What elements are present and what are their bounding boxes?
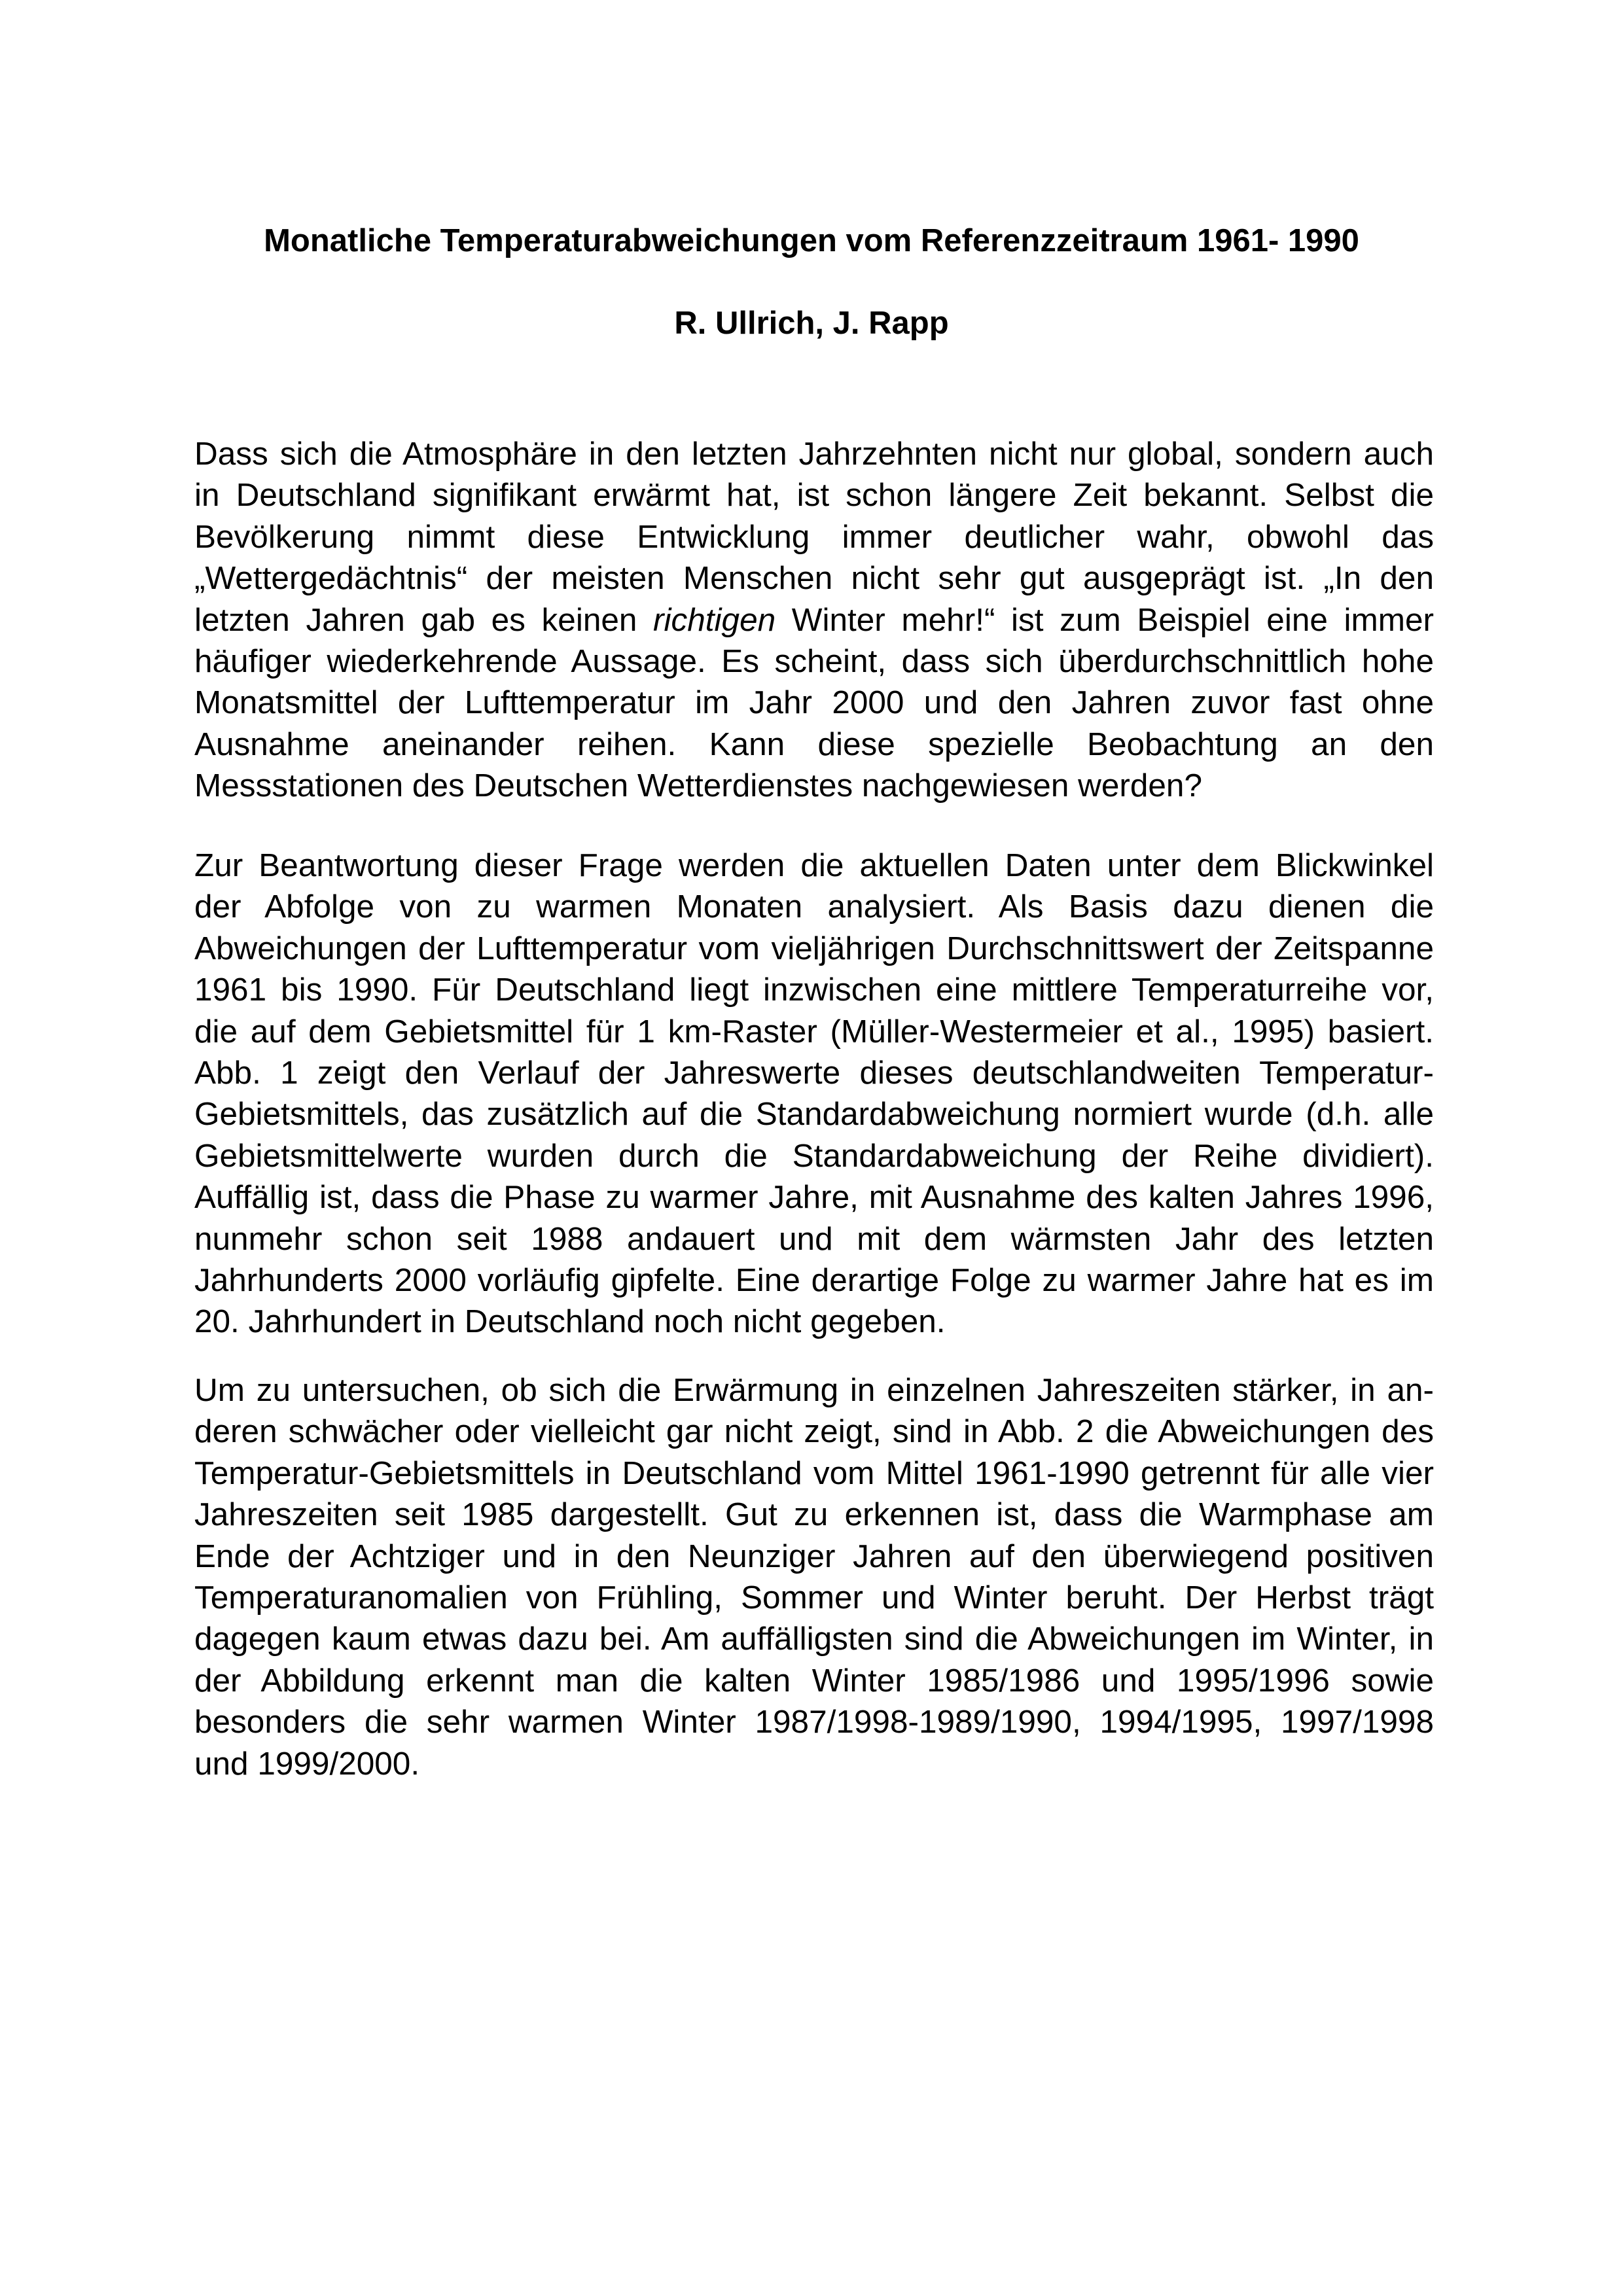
text-line: deren schwächer oder vielleicht gar nicht zeigt, sind in Abb. 2 die Abweichungen des <box>194 1413 1434 1450</box>
text-line: 20. Jahrhundert in Deutschland noch nicht gegeben. <box>194 1303 946 1340</box>
paragraph-3 <box>194 1369 1434 1784</box>
emphasized-word: richtigen <box>653 601 776 638</box>
text-line: Abweichungen der Lufttemperatur vom vieljährigen Durchschnittswert der Zeitspanne <box>194 930 1434 966</box>
text-line: „Wettergedächtnis“ der meisten Menschen nicht sehr gut ausgeprägt ist. „In den <box>194 560 1434 597</box>
text-line: dagegen kaum etwas dazu bei. Am auffälligsten sind die Abweichungen im Winter, in <box>194 1621 1434 1657</box>
text-line <box>194 599 1434 641</box>
text-line: die auf dem Gebietsmittel für 1 km-Raster (Müller-Westermeier et al., 1995) basiert. <box>194 1013 1434 1050</box>
text-line: Messstationen des Deutschen Wetterdienstes nachgewiesen werden? <box>194 768 1202 804</box>
text-line: Jahreszeiten seit 1985 dargestellt. Gut zu erkennen ist, dass die Warmphase am <box>194 1496 1434 1533</box>
document-title: Monatliche Temperaturabweichungen vom Referenzzeitraum 1961- 1990 <box>264 223 1359 258</box>
text-line: Ende der Achtziger und in den Neunziger Jahren auf den überwiegend positiven <box>194 1538 1434 1574</box>
text-line: Zur Beantwortung dieser Frage werden die aktuellen Daten unter dem Blickwinkel <box>194 847 1434 883</box>
text-line: besonders die sehr warmen Winter 1987/1998-1989/1990, 1994/1995, 1997/1998 <box>194 1704 1434 1740</box>
text-line: 1961 bis 1990. Für Deutschland liegt inzwischen eine mittlere Temperaturreihe vor, <box>194 972 1434 1008</box>
text-line: Ausnahme aneinander reihen. Kann diese spezielle Beobachtung an den <box>194 726 1434 762</box>
text-segment: Winter mehr!“ ist zum Beispiel eine immer <box>776 601 1434 638</box>
text-line: Monatsmittel der Lufttemperatur im Jahr 2000 und den Jahren zuvor fast ohne <box>194 684 1434 721</box>
document-authors: R. Ullrich, J. Rapp <box>674 306 949 341</box>
text-line: Jahrhunderts 2000 vorläufig gipfelte. Eine derartige Folge zu warmer Jahre hat es im <box>194 1262 1434 1298</box>
text-line: Um zu untersuchen, ob sich die Erwärmung in einzelnen Jahreszeiten stärker, in an- <box>194 1372 1434 1408</box>
paragraph-2 <box>194 845 1434 1343</box>
text-line: und 1999/2000. <box>194 1745 420 1782</box>
text-line: Gebietsmittelwerte wurden durch die Standardabweichung der Reihe dividiert). <box>194 1137 1434 1174</box>
text-line: häufiger wiederkehrende Aussage. Es scheint, dass sich überdurchschnittlich hohe <box>194 643 1434 679</box>
text-line: der Abbildung erkennt man die kalten Winter 1985/1986 und 1995/1996 sowie <box>194 1662 1434 1699</box>
text-line: in Deutschland signifikant erwärmt hat, ist schon längere Zeit bekannt. Selbst die <box>194 477 1434 514</box>
text-line: Dass sich die Atmosphäre in den letzten Jahrzehnten nicht nur global, sondern auch <box>194 436 1434 472</box>
paragraph-1 <box>194 433 1434 807</box>
text-line: nunmehr schon seit 1988 andauert und mit dem wärmsten Jahr des letzten <box>194 1220 1434 1257</box>
text-line: Auffällig ist, dass die Phase zu warmer Jahre, mit Ausnahme des kalten Jahres 1996, <box>194 1179 1434 1216</box>
text-line: Temperatur-Gebietsmittels in Deutschland vom Mittel 1961-1990 getrennt für alle vier <box>194 1455 1434 1491</box>
text-line: Temperaturanomalien von Frühling, Sommer und Winter beruht. Der Herbst trägt <box>194 1579 1434 1616</box>
text-line: Bevölkerung nimmt diese Entwicklung immer deutlicher wahr, obwohl das <box>194 518 1434 555</box>
text-line: Gebietsmittels, das zusätzlich auf die Standardabweichung normiert wurde (d.h. alle <box>194 1096 1434 1133</box>
text-segment: letzten Jahren gab es keinen <box>194 601 654 638</box>
text-line: der Abfolge von zu warmen Monaten analysiert. Als Basis dazu dienen die <box>194 889 1434 925</box>
text-line: Abb. 1 zeigt den Verlauf der Jahreswerte dieses deutschlandweiten Temperatur- <box>194 1054 1434 1091</box>
